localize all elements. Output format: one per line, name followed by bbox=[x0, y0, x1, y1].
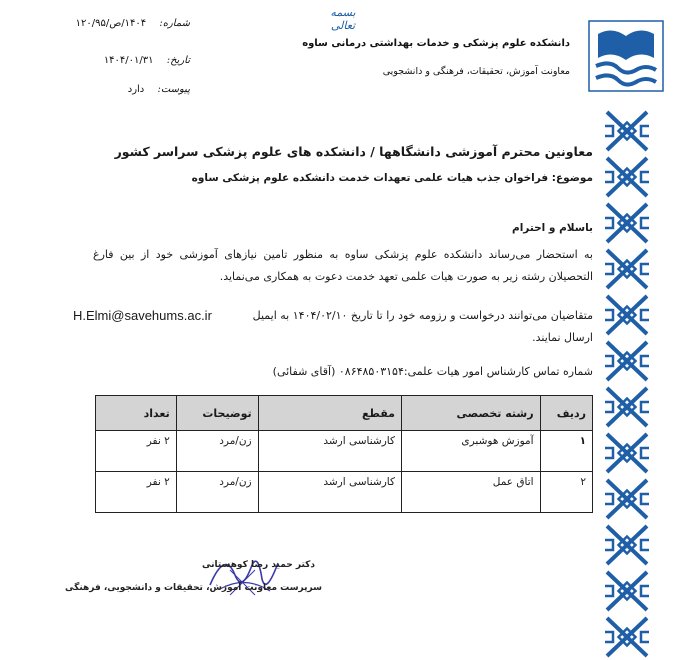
letter-date-value: ۱۴۰۴/۰۱/۳۱ bbox=[103, 55, 154, 66]
contact-email: H.Elmi@savehums.ac.ir bbox=[73, 308, 212, 323]
column-header: ردیف bbox=[540, 396, 592, 431]
table-cell: کارشناسی ارشد bbox=[258, 431, 401, 472]
letter-number bbox=[70, 18, 190, 29]
column-header: رشته تخصصی bbox=[402, 396, 541, 431]
column-header: تعداد bbox=[96, 396, 177, 431]
table-cell: زن/مرد bbox=[176, 431, 258, 472]
table-row bbox=[96, 472, 593, 513]
body-paragraph-2 bbox=[73, 305, 593, 349]
letter-date-label: تاریخ: bbox=[166, 55, 190, 66]
contact-phone-line: شماره تماس کارشناس امور هیات علمی:۰۸۶۴۸۵۰۳۱۵۴ (آقای شفائی) bbox=[272, 365, 593, 378]
table-cell: ۱ bbox=[540, 431, 592, 472]
handwritten-signature bbox=[200, 545, 290, 605]
table-cell: اتاق عمل bbox=[402, 472, 541, 513]
table-cell: آموزش هوشبری bbox=[402, 431, 541, 472]
signatory-title: سرپرست معاونت آموزش، تحقیقات و دانشجویی، فرهنگی bbox=[65, 583, 322, 593]
subject-line: موضوع: فراخوان جذب هیات علمی تعهدات خدمت دانشکده علوم پزشکی ساوه bbox=[191, 172, 593, 184]
table-row bbox=[96, 431, 593, 472]
letter-number-value: ۱۴۰۴/ص/۱۲۰/۹۵ bbox=[75, 18, 147, 29]
university-logo bbox=[588, 20, 664, 92]
table-cell: زن/مرد bbox=[176, 472, 258, 513]
letter-attachment-label: پیوست: bbox=[157, 84, 190, 95]
letter-number-label: شماره: bbox=[159, 18, 190, 29]
department-name: معاونت آموزش، تحقیقات، فرهنگی و دانشجویی bbox=[382, 66, 570, 77]
letter-attachment bbox=[70, 84, 190, 95]
letter-attachment-value: دارد bbox=[127, 84, 145, 95]
signatory-name: دکتر حمید رضا کوهستانی bbox=[202, 560, 315, 570]
table-cell: ۲ bbox=[540, 472, 592, 513]
greeting-line: باسلام و احترام bbox=[512, 222, 593, 234]
column-header: مقطع bbox=[258, 396, 401, 431]
bismillah-text: بسمه تعالی bbox=[330, 6, 356, 32]
body-paragraph-1: به استحضار می‌رساند دانشکده علوم پزشکی ساوه به منظور تامین نیازهای آموزشی خود از بین فارغ التحصیلان رشته زیر به صورت هیات علمی تعهد خدمت دعوت به همکاری می‌نماید. bbox=[93, 248, 593, 283]
table-cell: ۲ نفر bbox=[96, 472, 177, 513]
table-header-row bbox=[96, 396, 593, 431]
letter-date bbox=[70, 55, 190, 66]
table-cell: کارشناسی ارشد bbox=[258, 472, 401, 513]
addressee-line: معاونین محترم آموزشی دانشگاهها / دانشکده های علوم پزشکی سراسر کشور bbox=[114, 144, 593, 159]
decorative-border-pattern bbox=[603, 108, 651, 660]
positions-table bbox=[95, 395, 593, 513]
column-header: توضیحات bbox=[176, 396, 258, 431]
paragraph-2-prefix: متقاضیان می‌توانند درخواست و رزومه خود را تا تاریخ ۱۴۰۴/۰۲/۱۰ به ایمیل bbox=[252, 309, 593, 322]
paragraph-2-suffix: ارسال نمایند. bbox=[532, 331, 593, 344]
table-cell: ۲ نفر bbox=[96, 431, 177, 472]
university-name: دانشکده علوم پزشکی و خدمات بهداشتی درمانی ساوه bbox=[302, 38, 570, 49]
